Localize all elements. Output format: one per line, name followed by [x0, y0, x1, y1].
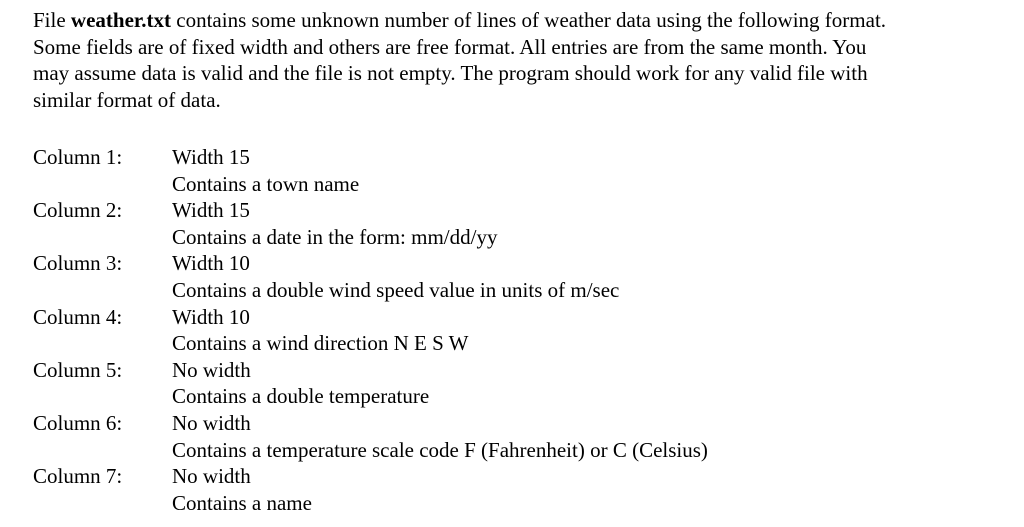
column-label: Column 1:	[33, 145, 123, 169]
column-description	[172, 304, 469, 357]
column-spec-list	[33, 144, 1008, 516]
column-width: Width 15	[172, 145, 250, 169]
column-contains: Contains a town name	[172, 171, 360, 196]
column-width: No width	[172, 410, 251, 435]
intro-line-1-rest: contains some unknown number of lines of weather data using the following format.	[171, 8, 887, 32]
intro-prefix: File	[33, 8, 71, 32]
intro-line-2: Some fields are of fixed width and others are free format. All entries are from the same month. You	[33, 34, 867, 59]
column-label: Column 7:	[33, 464, 123, 489]
document-page	[33, 7, 1008, 515]
column-width: Width 10	[172, 251, 250, 276]
filename: weather.txt	[70, 8, 172, 32]
column-description	[172, 357, 429, 410]
column-description	[172, 410, 708, 463]
column-label: Column 5:	[33, 357, 123, 382]
column-label: Column 3:	[33, 251, 123, 276]
column-entry-5	[33, 357, 1008, 410]
column-width: No width	[172, 464, 251, 489]
column-entry-1	[33, 144, 1008, 197]
column-description	[172, 463, 312, 516]
column-width: No width	[172, 357, 251, 382]
column-entry-3	[33, 250, 1008, 303]
column-entry-2	[33, 197, 1008, 250]
column-entry-7	[33, 463, 1008, 516]
column-label: Column 2:	[33, 198, 123, 223]
intro-paragraph	[33, 7, 1008, 113]
column-description	[172, 144, 359, 197]
intro-line-3: may assume data is valid and the file is not empty. The program should work for any valid file with	[33, 61, 868, 86]
intro-line-1	[33, 8, 886, 32]
column-width: Width 10	[172, 304, 250, 329]
column-contains: Contains a name	[172, 490, 312, 515]
column-contains: Contains a double wind speed value in units of m/sec	[172, 277, 620, 302]
column-contains: Contains a temperature scale code F (Fahrenheit) or C (Celsius)	[172, 437, 708, 462]
column-entry-6	[33, 410, 1008, 463]
column-contains: Contains a double temperature	[172, 384, 430, 409]
column-label: Column 4:	[33, 304, 123, 329]
column-contains: Contains a wind direction N E S W	[172, 331, 469, 356]
column-description	[172, 197, 497, 250]
column-label: Column 6:	[33, 410, 123, 435]
column-contains: Contains a date in the form: mm/dd/yy	[172, 224, 498, 249]
column-description	[172, 250, 619, 303]
column-width: Width 15	[172, 198, 250, 223]
column-entry-4	[33, 304, 1008, 357]
intro-line-4: similar format of data.	[33, 87, 221, 112]
